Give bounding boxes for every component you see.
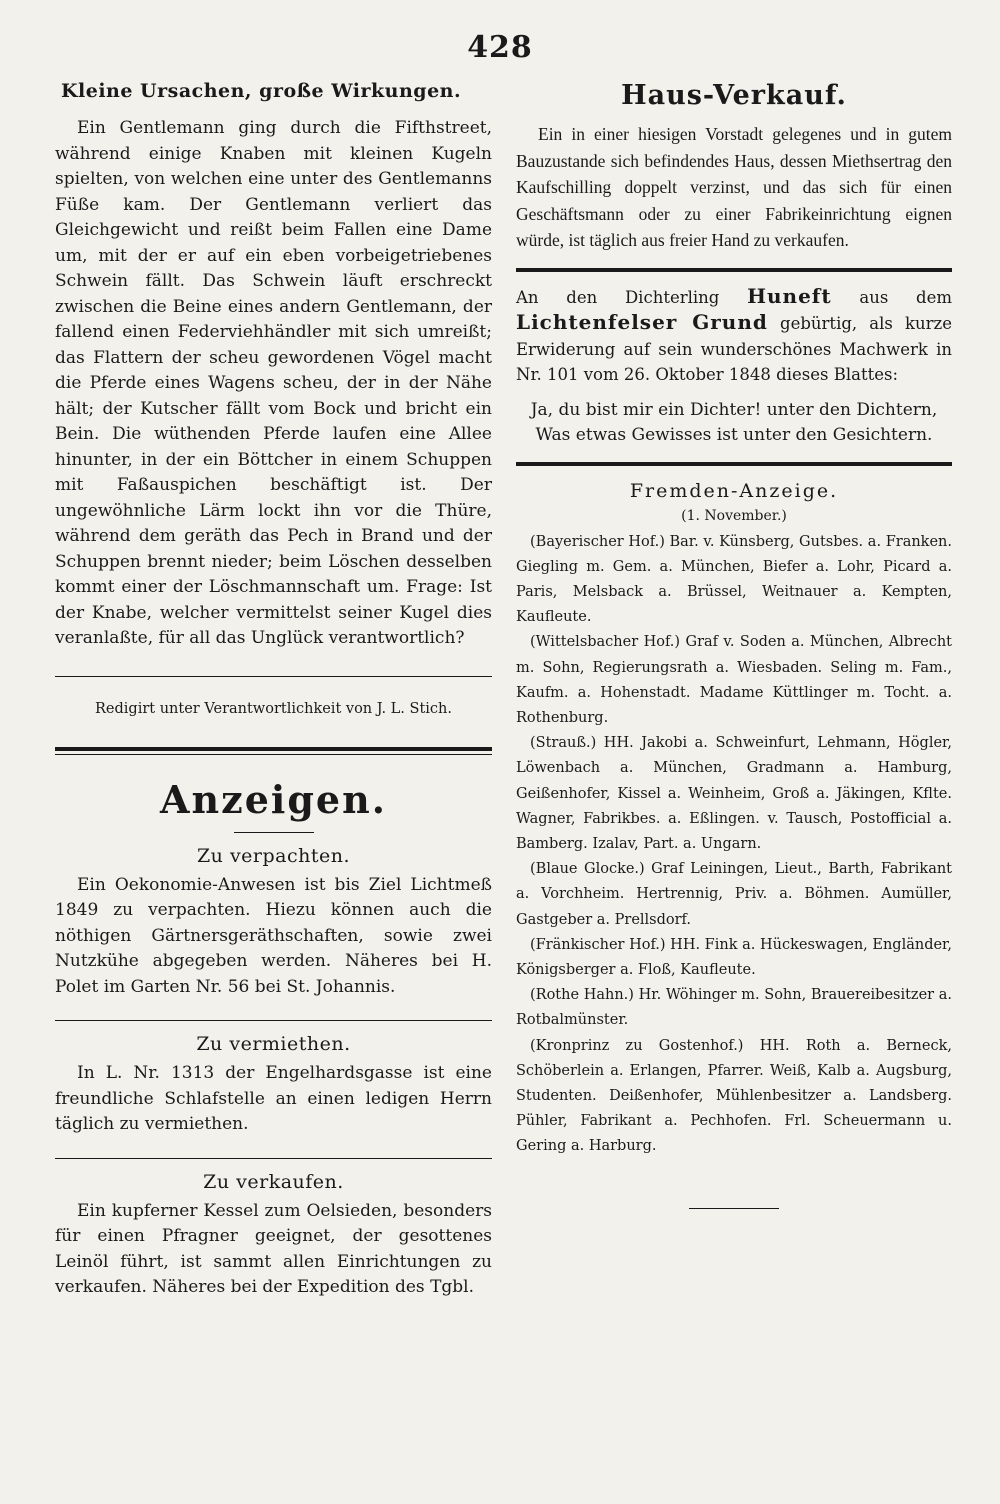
verse-line-1: Ja, du bist mir ein Dichter! unter den Dichtern,: [530, 399, 938, 420]
intro-b: aus dem: [859, 287, 953, 307]
ad-body-verpachten: Ein Oekonomie-Anwesen ist bis Ziel Lichtmeß 1849 zu verpachten. Hiezu können auch die nöthigen Gärtnersgeräthschaften, sowie zwei Nutzkühe abgegeben werden. Näheres bei H. Polet im Garten Nr. 56 bei St. Johannis.: [55, 874, 492, 997]
verse-line-2: Was etwas Gewisses ist unter den Gesichtern.: [535, 424, 933, 445]
left-column: [55, 80, 492, 1301]
poem-intro: [516, 284, 952, 388]
short-divider: [689, 1208, 779, 1209]
article-body-kleine-ursachen: Ein Gentlemann ging durch die Fifthstreet, während einige Knaben mit kleinen Kugeln spielten, von welchen eine unter des Gentlemanns Füße kam. Der Gentlemann verliert das Gleichgewicht und reißt beim Fallen eine Dame um, mit der er auf ein eben vorbeigetriebenes Schwein fällt. Das Schwein läuft erschreckt zwischen die Beine eines andern Gentlemann, der fallend einen Federviehhändler mit sich umreißt; das Flattern der scheu gewordenen Vögel macht die Pferde eines Wagens scheu, der in der Nähe hält; der Kutscher fällt vom Bock und bricht ein Bein. Die wüthenden Pferde laufen eine Allee hinunter, in der ein Böttcher in einem Schuppen mit Faßauspichen beschäftigt ist. Der ungewöhnliche Lärm lockt ihn vor die Thüre, während dem geräth das Pech in Brand und der Schuppen brennt nieder; beim Löschen desselben kommt einer der Löschmannschaft um. Frage: Ist der Knabe, welcher vermittelst seiner Kugel dies veranlaßte, für all das Unglück verantwortlich?: [55, 118, 492, 648]
right-column: [516, 80, 952, 1209]
ad-title-verkaufen: Zu verkaufen.: [203, 1170, 344, 1193]
ad-title-verpachten: Zu verpachten.: [196, 844, 351, 867]
poet-place: Lichtenfelser Grund: [516, 310, 768, 334]
intro-a: An den Dichterling: [516, 287, 720, 307]
guest-entry: (Kronprinz zu Gostenhof.) HH. Roth a. Berneck, Schöberlein a. Erlangen, Pfarrer. Weiß, Kalb a. Augsburg, Studenten. Deißenhofer, Mühlenbesitzer a. Landsberg. Pühler, Fabrikant a. Pechhofen. Frl. Scheuermann u. Gering a. Harburg.: [516, 1037, 952, 1155]
ad-body-vermiethen: In L. Nr. 1313 der Engelhardsgasse ist eine freundliche Schlafstelle an einen ledigen Herrn täglich zu vermiethen.: [55, 1063, 492, 1134]
intro-rest: gebürtig, als kurze Erwiderung auf sein wunderschönes Machwerk in Nr. 101 vom 26. Oktober 1848 dieses Blattes:: [516, 314, 952, 384]
guest-entry: (Strauß.) HH. Jakobi a. Schweinfurt, Lehmann, Högler, Löwenbach a. München, Gradmann a. Hamburg, Geißenhofer, Kissel a. Weinheim, Groß a. Jäkingen, Kflte. Wagner, Fabrikbes. a. Eßlingen. v. Tausch, Postofficial a. Bamberg. Izalav, Part. a. Ungarn.: [516, 735, 952, 852]
guest-entry: (Fränkischer Hof.) HH. Fink a. Hückeswagen, Engländer, Königsberger a. Floß, Kaufleute.: [516, 936, 953, 978]
article-title-kleine-ursachen: Kleine Ursachen, große Wirkungen.: [61, 80, 462, 102]
ad-title-vermiethen: Zu vermiethen.: [196, 1033, 351, 1055]
ad-body-verkaufen: Ein kupferner Kessel zum Oelsieden, besonders für einen Pfragner geeignet, der gesottenes Leinöl führt, ist sammt allen Einrichtungen zu verkaufen. Näheres bei der Expedition des Tgbl.: [55, 1200, 492, 1297]
guest-entry: (Blaue Glocke.) Graf Leiningen, Lieut., Barth, Fabrikant a. Vorchheim. Hertrennig, Priv. a. Böhmen. Aumüller, Gastgeber a. Prellsdorf.: [516, 861, 952, 928]
editor-note: Redigirt unter Verantwortlichkeit von J. L. Stich.: [95, 700, 452, 717]
section-heading-fremden: Fremden-Anzeige.: [629, 479, 839, 502]
page-number: 428: [467, 30, 533, 65]
ad-title-haus-verkauf: Haus-Verkauf.: [621, 80, 847, 111]
guest-entry: (Rothe Hahn.) Hr. Wöhinger m. Sohn, Brauereibesitzer a. Rotbalmünster.: [516, 987, 952, 1029]
ad-body-haus-verkauf: Ein in einer hiesigen Vorstadt gelegenes und in gutem Bauzustande sich befindendes Haus, dessen Miethsertrag den Kaufschilling doppelt verzinst, und das sich für einen Geschäftsmann oder zu einer Fabrikeinrichtung eignen würde, ist täglich aus freier Hand zu verkaufen.: [516, 124, 952, 250]
poet-name: Huneft: [747, 283, 832, 308]
guest-entry: (Wittelsbacher Hof.) Graf v. Soden a. München, Albrecht m. Sohn, Regierungsrath a. Wiesbaden. Seling m. Fam., Kaufm. a. Hohenstadt. Madame Küttlinger m. Tocht. a. Rothenburg.: [516, 634, 952, 726]
section-heading-anzeigen: Anzeigen.: [160, 776, 387, 822]
guest-entry: (Bayerischer Hof.) Bar. v. Künsberg, Gutsbes. a. Franken. Giegling m. Gem. a. München, Biefer a. Lohr, Picard a. Paris, Melsback a. Brüssel, Weitnauer a. Kempten, Kaufleute.: [516, 533, 952, 626]
fremden-date: (1. November.): [681, 507, 787, 524]
